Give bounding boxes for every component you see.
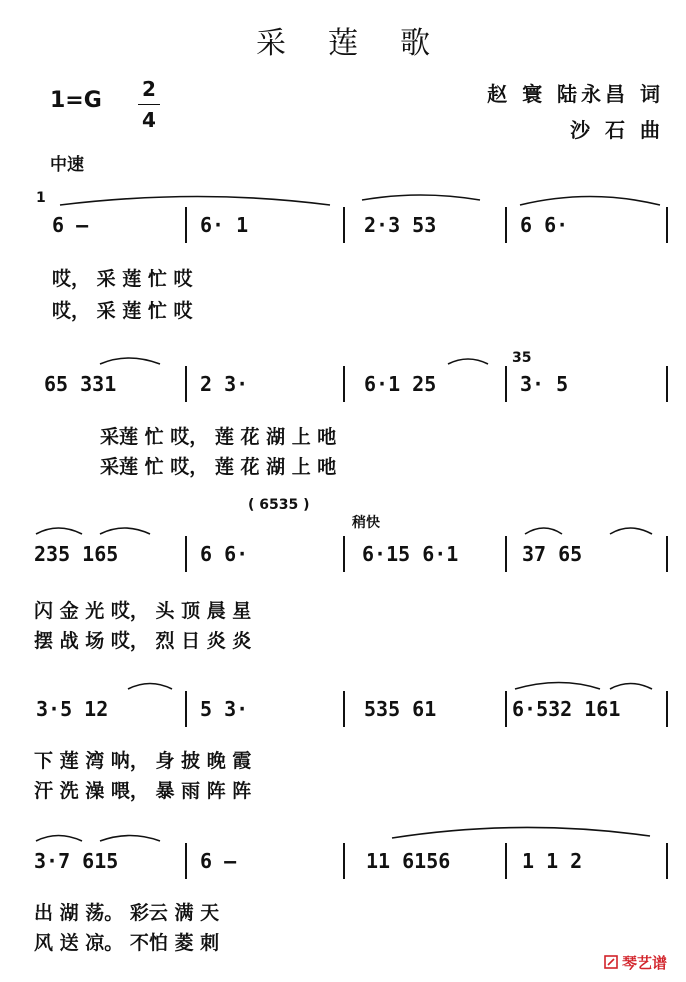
slur-arc <box>610 528 652 534</box>
lyric-line: 采莲 忙 哎， 莲 花 湖 上 吔 <box>100 426 337 448</box>
measure: 5 3· <box>200 697 249 721</box>
lyric-line: 汗 洗 澡 喂， 暴 雨 阵 阵 <box>34 780 252 802</box>
measure: 3·5 12 <box>36 697 109 721</box>
slur-arc <box>36 528 82 534</box>
slur-arc <box>100 358 160 364</box>
grace-note: 1 <box>36 190 46 206</box>
measure: 3·7 615 <box>34 849 119 873</box>
lyric-line: 下 莲 湾 呐， 身 披 晚 霞 <box>34 750 252 772</box>
measure: 235 165 <box>34 542 119 566</box>
measure: 6 — <box>52 213 89 237</box>
time-signature-bottom: 4 <box>142 108 156 132</box>
measure: 6 — <box>200 849 237 873</box>
song-title: 采莲歌 <box>256 26 472 61</box>
slur-arc <box>100 528 150 534</box>
measure: 6 6· <box>200 542 249 566</box>
slur-arc <box>128 684 172 690</box>
measure: 6·15 6·1 <box>362 542 459 566</box>
lyricist-credit: 赵 寰 陆永昌 词 <box>487 82 664 106</box>
slur-arc <box>520 197 660 206</box>
slur-arc <box>392 827 650 838</box>
slur-arc <box>100 836 160 842</box>
measure: 65 331 <box>44 372 117 396</box>
watermark-logo: 琴艺谱 <box>622 954 668 972</box>
measure: 6·1 25 <box>364 372 437 396</box>
key-signature: 1=G <box>50 88 102 113</box>
measure: 6· 1 <box>200 213 249 237</box>
tempo-change: 稍快 <box>352 515 380 531</box>
slur-arc <box>525 528 562 534</box>
composer-credit: 沙 石 曲 <box>570 118 664 142</box>
lyric-line: 哎， 采 莲 忙 哎 <box>52 268 193 290</box>
slur-arc <box>515 683 600 690</box>
measure: 6·532 161 <box>512 697 621 721</box>
tempo-marking: 中速 <box>50 155 84 175</box>
parenthetical-notes: ( 6535 ) <box>248 497 310 513</box>
slur-arc <box>448 359 488 364</box>
measure: 2 3· <box>200 372 249 396</box>
measure: 11 6156 <box>366 849 451 873</box>
measure: 535 61 <box>364 697 437 721</box>
grace-note: 35 <box>512 350 532 366</box>
lyric-line: 风 送 凉。 不怕 菱 刺 <box>34 932 220 954</box>
time-signature-top: 2 <box>142 77 156 101</box>
measure: 6 6· <box>520 213 569 237</box>
lyric-line: 出 湖 荡。 彩云 满 天 <box>34 902 220 924</box>
lyric-line: 摆 战 场 哎， 烈 日 炎 炎 <box>34 630 252 652</box>
measure: 3· 5 <box>520 372 569 396</box>
measure: 37 65 <box>522 542 583 566</box>
slur-arc <box>610 684 652 690</box>
slur-arc <box>36 836 82 842</box>
measure: 2·3 53 <box>364 213 437 237</box>
slur-arc <box>60 197 330 206</box>
lyric-line: 哎， 采 莲 忙 哎 <box>52 300 193 322</box>
qinyipu-logo-icon <box>604 955 618 969</box>
lyric-line: 采莲 忙 哎， 莲 花 湖 上 吔 <box>100 456 337 478</box>
slur-arc <box>362 195 480 200</box>
lyric-line: 闪 金 光 哎， 头 顶 晨 星 <box>34 600 252 622</box>
measure: 1 1 2 <box>522 849 583 873</box>
